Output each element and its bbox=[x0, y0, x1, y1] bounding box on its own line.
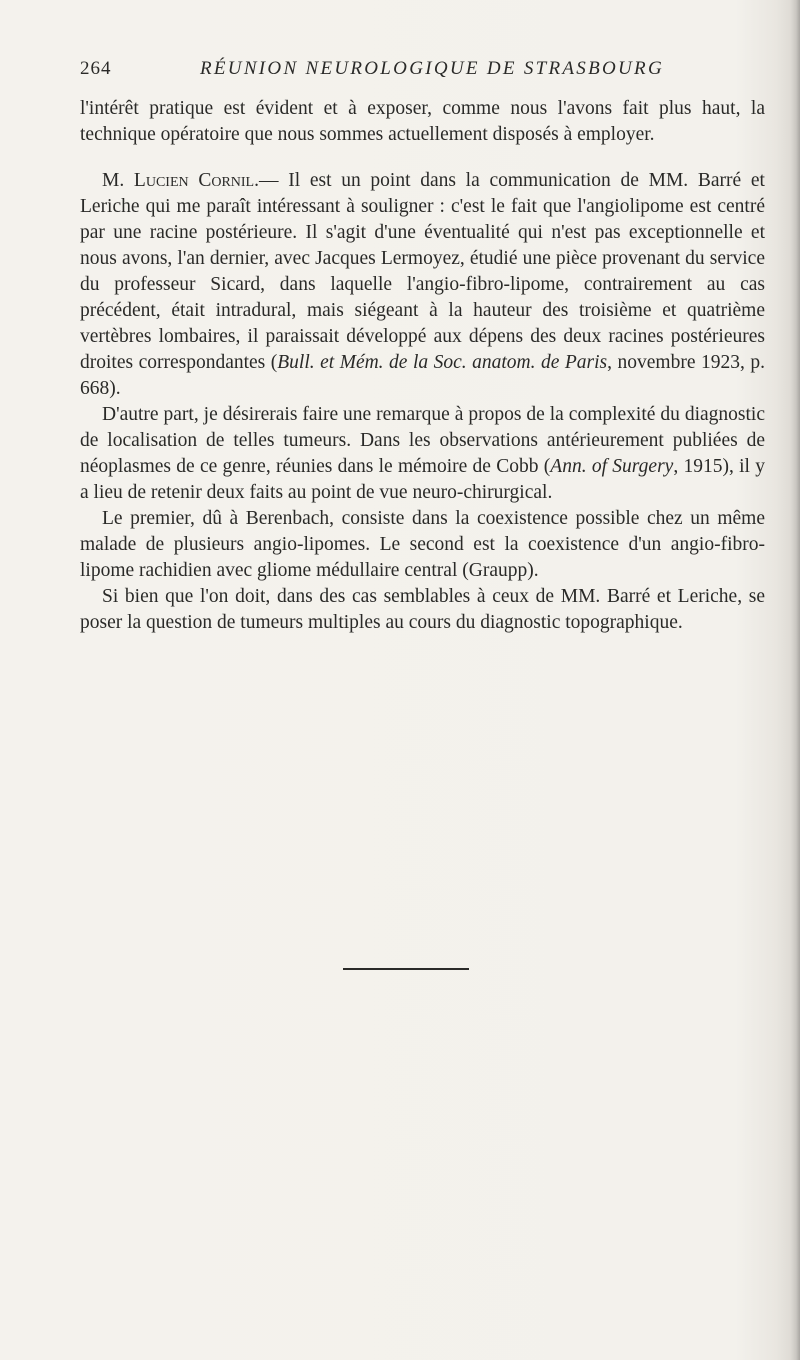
paragraph-berenbach bbox=[80, 506, 765, 584]
paragraph-cornil bbox=[80, 168, 765, 402]
paragraph-text: Si bien que l'on doit, dans des cas semblables à ceux de MM. Barré et Leriche, se poser la question de tumeurs multiples au cours du diagnostic topographique. bbox=[80, 586, 765, 633]
paragraph-diagnostic bbox=[80, 402, 765, 506]
citation: Bull. et Mém. de la Soc. anatom. de Paris bbox=[277, 352, 608, 373]
paragraph-text: , 1915), il y a lieu de retenir deux faits au point de vue neuro-chirurgical. bbox=[80, 456, 765, 503]
paragraph-text: Le premier, dû à Berenbach, consiste dans la coexistence possible chez un même malade de plusieurs angio-lipomes. Le second est la coexistence d'un angio-fibro-lipome rachidien avec gliome médullaire central (Graupp). bbox=[80, 508, 765, 581]
running-title: RÉUNION NEUROLOGIQUE DE STRASBOURG bbox=[200, 58, 664, 79]
page-number: 264 bbox=[80, 58, 112, 79]
paragraph-continuation bbox=[80, 96, 765, 148]
page-edge-shadow bbox=[790, 0, 800, 1360]
paragraph-text: D'autre part, je désirerais faire une remarque à propos de la complexité du diagnostic de localisation de telles tumeurs. Dans les observations antérieurement publiées de néoplasmes de ce genre, réunies dans le mémoire de Cobb ( bbox=[80, 404, 765, 477]
paragraph-conclusion bbox=[80, 584, 765, 636]
running-head bbox=[80, 58, 770, 86]
speaker-name: M. Lucien Cornil. bbox=[102, 170, 259, 191]
citation: Ann. of Surgery bbox=[550, 456, 674, 477]
section-divider bbox=[343, 968, 469, 970]
paragraph-text: , novembre 1923, p. 668). bbox=[80, 352, 765, 399]
body-text bbox=[80, 96, 765, 636]
paragraph-text: — Il est un point dans la communication de MM. Barré et Leriche qui me paraît intéressant à souligner : c'est le fait que l'angiolipome est centré par une racine postérieure. Il s'agit d'une éventualité qui n'est pas exceptionnelle et nous avons, l'an dernier, avec Jacques Lermoyez, étudié une pièce provenant du service du professeur Sicard, dans laquelle l'angio-fibro-lipome, contrairement au cas précédent, était intradural, mais siégeant à la hauteur des troisième et quatrième vertèbres lombaires, il paraissait développé aux dépens des deux racines postérieures droites correspondantes ( bbox=[80, 170, 765, 373]
paragraph-text: l'intérêt pratique est évident et à exposer, comme nous l'avons fait plus haut, la technique opératoire que nous sommes actuellement disposés à employer. bbox=[80, 98, 765, 145]
